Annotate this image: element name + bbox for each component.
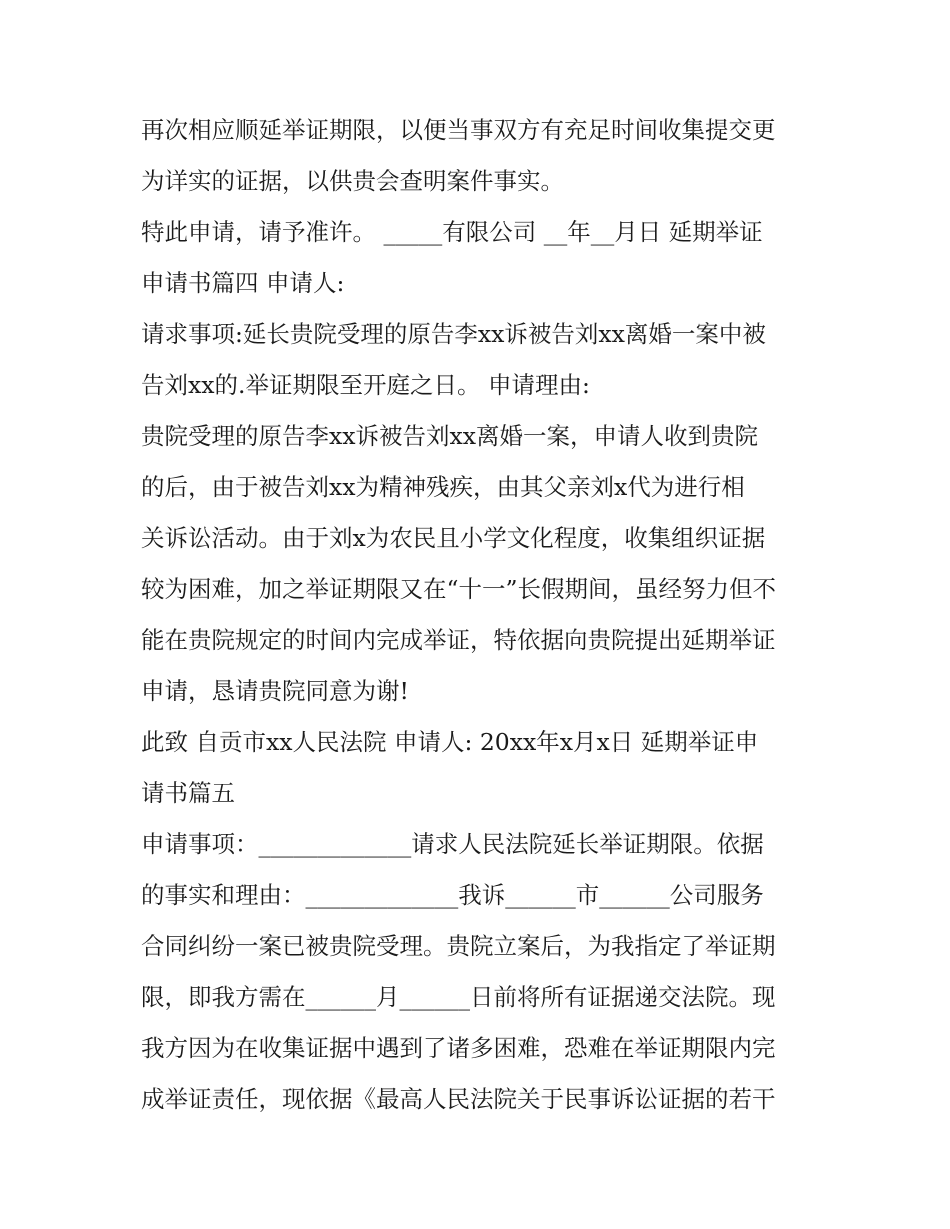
text-line: 能在贵院规定的时间内完成举证，特依据向贵院提出延期举证 (141, 626, 776, 654)
text-line: 我方因为在收集证据中遇到了诸多困难，恐难在举证期限内完 (141, 1034, 776, 1062)
text-line: 特此申请，请予准许。 _____有限公司 __年__月日 延期举证 (141, 218, 763, 246)
text-line: 的后，由于被告刘xx为精神残疾，由其父亲刘x代为进行相 (141, 473, 745, 501)
text-line: 申请，恳请贵院同意为谢! (141, 677, 409, 705)
text-line: 申请书篇四 申请人: (141, 269, 345, 297)
text-line: 的事实和理由：_____________我诉______市______公司服务 (141, 881, 764, 909)
text-line: 此致 自贡市xx人民法院 申请人: 20xx年x月x日 延期举证申 (141, 728, 759, 756)
text-line: 再次相应顺延举证期限，以便当事双方有充足时间收集提交更 (141, 116, 776, 144)
text-line: 成举证责任，现依据《最高人民法院关于民事诉讼证据的若干 (141, 1085, 776, 1113)
text-line: 请求事项:延长贵院受理的原告李xx诉被告刘xx离婚一案中被 (141, 320, 766, 348)
text-line: 请书篇五 (141, 779, 235, 807)
text-line: 关诉讼活动。由于刘x为农民且小学文化程度，收集组织证据 (141, 524, 766, 552)
text-line: 合同纠纷一案已被贵院受理。贵院立案后，为我指定了举证期 (141, 932, 776, 960)
text-line: 告刘xx的.举证期限至开庭之日。 申请理由: (141, 371, 590, 399)
text-line: 贵院受理的原告李xx诉被告刘xx离婚一案，申请人收到贵院 (141, 422, 759, 450)
text-line: 申请事项：_____________请求人民法院延长举证期限。依据 (141, 830, 764, 858)
text-line: 为详实的证据，以供贵会查明案件事实。 (141, 167, 564, 195)
text-line: 限，即我方需在______月______日前将所有证据递交法院。现 (141, 983, 776, 1011)
text-line: 较为困难，加之举证期限又在“十一”长假期间，虽经努力但不 (141, 575, 777, 603)
